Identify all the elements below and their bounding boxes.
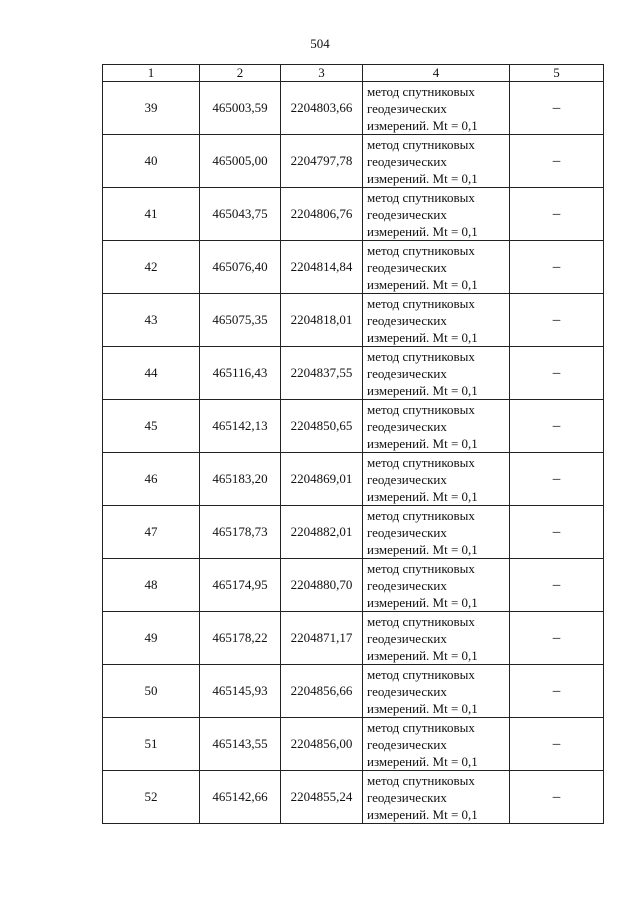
table-row xyxy=(103,453,604,506)
x-coordinate-cell: 465075,35 xyxy=(200,294,281,347)
point-number-cell: 52 xyxy=(103,771,200,824)
method-cell xyxy=(363,665,510,718)
dash-cell: – xyxy=(510,82,604,135)
x-coordinate-cell: 465005,00 xyxy=(200,135,281,188)
point-number-cell: 40 xyxy=(103,135,200,188)
x-coordinate-cell: 465178,22 xyxy=(200,612,281,665)
method-line: метод спутниковых xyxy=(367,666,475,682)
method-line: геодезических xyxy=(367,259,447,275)
method-line: измерений. Mt = 0,1 xyxy=(367,117,478,133)
method-cell xyxy=(363,241,510,294)
page-number: 504 xyxy=(310,36,330,51)
y-coordinate-cell: 2204871,17 xyxy=(281,612,363,665)
method-cell xyxy=(363,612,510,665)
table-row xyxy=(103,612,604,665)
method-cell xyxy=(363,82,510,135)
y-coordinate-cell: 2204837,55 xyxy=(281,347,363,400)
method-line: геодезических xyxy=(367,153,447,169)
y-coordinate-cell: 2204814,84 xyxy=(281,241,363,294)
method-line: геодезических xyxy=(367,312,447,328)
method-line: измерений. Mt = 0,1 xyxy=(367,594,478,610)
point-number-cell: 43 xyxy=(103,294,200,347)
y-coordinate-cell: 2204806,76 xyxy=(281,188,363,241)
x-coordinate-cell: 465116,43 xyxy=(200,347,281,400)
x-coordinate-cell: 465178,73 xyxy=(200,506,281,559)
method-cell xyxy=(363,294,510,347)
method-line: метод спутниковых xyxy=(367,136,475,152)
method-line: геодезических xyxy=(367,577,447,593)
table-body xyxy=(103,82,604,824)
column-header: 3 xyxy=(281,65,363,82)
y-coordinate-cell: 2204803,66 xyxy=(281,82,363,135)
x-coordinate-cell: 465174,95 xyxy=(200,559,281,612)
point-number-cell: 51 xyxy=(103,718,200,771)
y-coordinate-cell: 2204818,01 xyxy=(281,294,363,347)
method-line: метод спутниковых xyxy=(367,507,475,523)
method-line: метод спутниковых xyxy=(367,719,475,735)
x-coordinate-cell: 465143,55 xyxy=(200,718,281,771)
method-cell xyxy=(363,718,510,771)
method-line: геодезических xyxy=(367,789,447,805)
dash-cell: – xyxy=(510,347,604,400)
method-line: геодезических xyxy=(367,683,447,699)
column-header: 4 xyxy=(363,65,510,82)
method-line: метод спутниковых xyxy=(367,560,475,576)
table-row xyxy=(103,82,604,135)
method-line: измерений. Mt = 0,1 xyxy=(367,753,478,769)
method-line: геодезических xyxy=(367,524,447,540)
dash-cell: – xyxy=(510,400,604,453)
method-line: измерений. Mt = 0,1 xyxy=(367,435,478,451)
table-row xyxy=(103,718,604,771)
table-row xyxy=(103,135,604,188)
method-line: измерений. Mt = 0,1 xyxy=(367,170,478,186)
dash-cell: – xyxy=(510,453,604,506)
method-line: измерений. Mt = 0,1 xyxy=(367,806,478,822)
y-coordinate-cell: 2204797,78 xyxy=(281,135,363,188)
y-coordinate-cell: 2204869,01 xyxy=(281,453,363,506)
table-row xyxy=(103,665,604,718)
x-coordinate-cell: 465076,40 xyxy=(200,241,281,294)
table-row xyxy=(103,188,604,241)
method-cell xyxy=(363,347,510,400)
method-line: метод спутниковых xyxy=(367,83,475,99)
dash-cell: – xyxy=(510,559,604,612)
method-cell xyxy=(363,188,510,241)
y-coordinate-cell: 2204880,70 xyxy=(281,559,363,612)
dash-cell: – xyxy=(510,718,604,771)
method-line: измерений. Mt = 0,1 xyxy=(367,700,478,716)
method-cell xyxy=(363,135,510,188)
method-cell xyxy=(363,400,510,453)
point-number-cell: 44 xyxy=(103,347,200,400)
column-header: 1 xyxy=(103,65,200,82)
method-line: геодезических xyxy=(367,365,447,381)
method-line: геодезических xyxy=(367,418,447,434)
method-line: метод спутниковых xyxy=(367,613,475,629)
method-line: измерений. Mt = 0,1 xyxy=(367,382,478,398)
table-row xyxy=(103,559,604,612)
method-line: измерений. Mt = 0,1 xyxy=(367,223,478,239)
method-line: измерений. Mt = 0,1 xyxy=(367,541,478,557)
column-header: 5 xyxy=(510,65,604,82)
method-cell xyxy=(363,506,510,559)
point-number-cell: 49 xyxy=(103,612,200,665)
method-line: измерений. Mt = 0,1 xyxy=(367,276,478,292)
dash-cell: – xyxy=(510,135,604,188)
method-line: метод спутниковых xyxy=(367,454,475,470)
dash-cell: – xyxy=(510,771,604,824)
method-line: метод спутниковых xyxy=(367,401,475,417)
point-number-cell: 42 xyxy=(103,241,200,294)
point-number-cell: 50 xyxy=(103,665,200,718)
table-row xyxy=(103,294,604,347)
table-header-row xyxy=(103,65,604,82)
dash-cell: – xyxy=(510,506,604,559)
table-row xyxy=(103,771,604,824)
y-coordinate-cell: 2204850,65 xyxy=(281,400,363,453)
point-number-cell: 45 xyxy=(103,400,200,453)
dash-cell: – xyxy=(510,612,604,665)
method-line: метод спутниковых xyxy=(367,242,475,258)
dash-cell: – xyxy=(510,188,604,241)
method-cell xyxy=(363,771,510,824)
method-line: метод спутниковых xyxy=(367,348,475,364)
dash-cell: – xyxy=(510,241,604,294)
method-line: геодезических xyxy=(367,206,447,222)
dash-cell: – xyxy=(510,294,604,347)
point-number-cell: 41 xyxy=(103,188,200,241)
method-line: метод спутниковых xyxy=(367,772,475,788)
dash-cell: – xyxy=(510,665,604,718)
method-line: геодезических xyxy=(367,471,447,487)
method-line: измерений. Mt = 0,1 xyxy=(367,488,478,504)
method-line: измерений. Mt = 0,1 xyxy=(367,647,478,663)
y-coordinate-cell: 2204882,01 xyxy=(281,506,363,559)
method-line: геодезических xyxy=(367,630,447,646)
x-coordinate-cell: 465183,20 xyxy=(200,453,281,506)
method-line: метод спутниковых xyxy=(367,189,475,205)
method-cell xyxy=(363,453,510,506)
point-number-cell: 46 xyxy=(103,453,200,506)
method-line: измерений. Mt = 0,1 xyxy=(367,329,478,345)
method-line: геодезических xyxy=(367,736,447,752)
table-row xyxy=(103,347,604,400)
coordinates-table xyxy=(102,64,604,824)
method-cell xyxy=(363,559,510,612)
x-coordinate-cell: 465142,66 xyxy=(200,771,281,824)
point-number-cell: 39 xyxy=(103,82,200,135)
x-coordinate-cell: 465145,93 xyxy=(200,665,281,718)
table-row xyxy=(103,506,604,559)
y-coordinate-cell: 2204856,66 xyxy=(281,665,363,718)
method-line: метод спутниковых xyxy=(367,295,475,311)
table-row xyxy=(103,400,604,453)
point-number-cell: 48 xyxy=(103,559,200,612)
x-coordinate-cell: 465043,75 xyxy=(200,188,281,241)
column-header: 2 xyxy=(200,65,281,82)
point-number-cell: 47 xyxy=(103,506,200,559)
x-coordinate-cell: 465003,59 xyxy=(200,82,281,135)
table-row xyxy=(103,241,604,294)
method-line: геодезических xyxy=(367,100,447,116)
y-coordinate-cell: 2204856,00 xyxy=(281,718,363,771)
y-coordinate-cell: 2204855,24 xyxy=(281,771,363,824)
x-coordinate-cell: 465142,13 xyxy=(200,400,281,453)
